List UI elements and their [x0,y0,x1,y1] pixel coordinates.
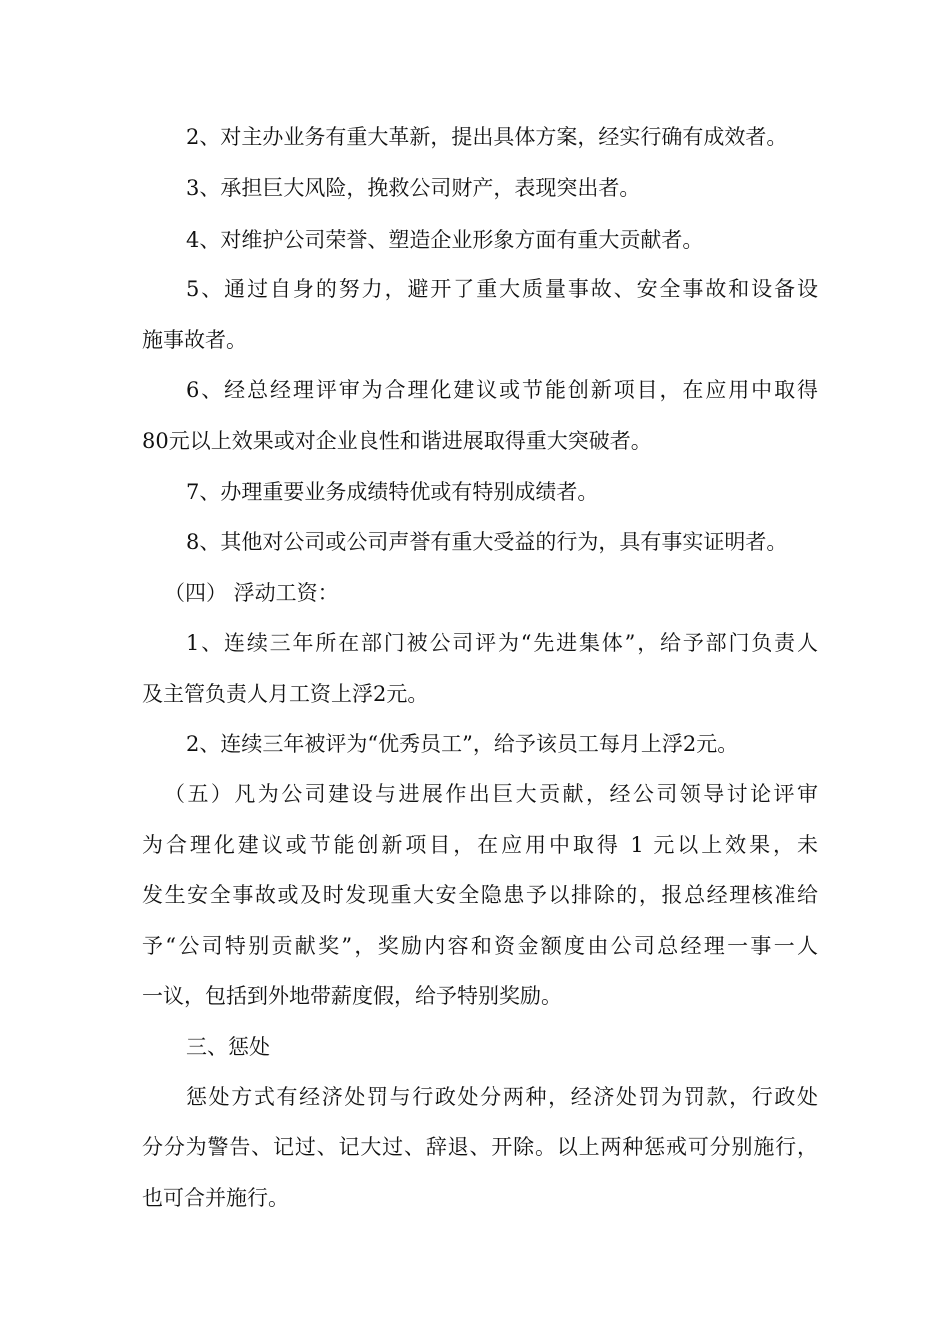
paragraph-line-3: 4、对维护公司荣誉、塑造企业形象方面有重大贡献者。 [186,228,704,252]
paragraph-line-12: 2、连续三年被评为“优秀员工”，给予该员工每月上浮2元。 [186,732,739,756]
paragraph-line-19: 分分为警告、记过、记大过、辞退、开除。以上两种惩戒可分别施行， [142,1135,818,1159]
paragraph-line-18: 惩处方式有经济处罚与行政处分两种，经济处罚为罚款，行政处 [186,1085,818,1109]
paragraph-line-5: 施事故者。 [142,328,247,352]
paragraph-line-14: 为合理化建议或节能创新项目，在应用中取得 1 元以上效果，未 [142,833,818,857]
paragraph-line-4: 5、通过自身的努力，避开了重大质量事故、安全事故和设备设 [186,277,818,301]
paragraph-line-6: 6、经总经理评审为合理化建议或节能创新项目，在应用中取得 [186,378,818,402]
paragraph-line-13: （五）凡为公司建设与进展作出巨大贡献，经公司领导讨论评审 [164,782,818,806]
paragraph-line-10: 1、连续三年所在部门被公司评为“先进集体”，给予部门负责人 [186,631,818,655]
paragraph-line-8: 7、办理重要业务成绩特优或有特别成绩者。 [186,480,599,504]
paragraph-line-1: 2、对主办业务有重大革新，提出具体方案，经实行确有成效者。 [186,125,788,149]
paragraph-line-15: 发生安全事故或及时发现重大安全隐患予以排除的，报总经理核准给 [142,883,818,907]
paragraph-line-2: 3、承担巨大风险，挽救公司财产，表现突出者。 [186,176,641,200]
paragraph-line-16: 予“公司特别贡献奖”，奖励内容和资金额度由公司总经理一事一人 [142,934,818,958]
section-heading-floating-wage: （四） 浮动工资： [164,581,339,605]
paragraph-line-7: 80元以上效果或对企业良性和谐进展取得重大突破者。 [142,429,652,453]
paragraph-line-20: 也可合并施行。 [142,1186,289,1210]
paragraph-line-11: 及主管负责人月工资上浮2元。 [142,682,429,706]
paragraph-line-17: 一议，包括到外地带薪度假，给予特别奖励。 [142,984,562,1008]
section-heading-punishment: 三、惩处 [186,1035,270,1059]
paragraph-line-9: 8、其他对公司或公司声誉有重大受益的行为，具有事实证明者。 [186,530,788,554]
